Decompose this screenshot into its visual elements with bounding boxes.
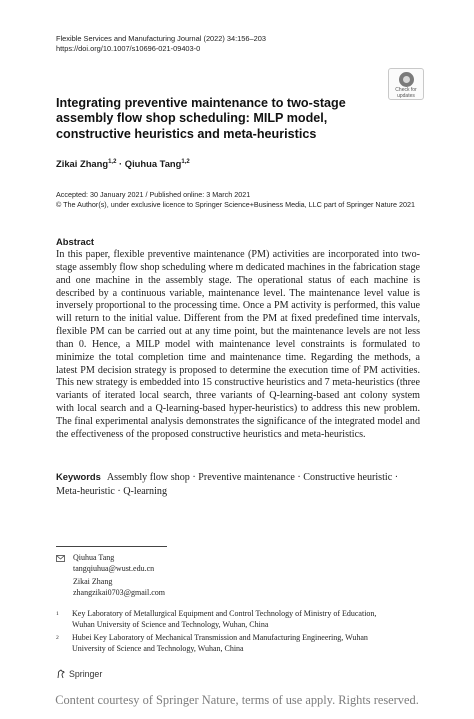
journal-reference <box>56 34 266 54</box>
affiliation-line: University of Science and Technology, Wuhan, China <box>72 643 244 653</box>
contact-email[interactable]: tangqiuhua@wust.edu.cn <box>73 563 155 573</box>
contact-entry <box>73 577 165 598</box>
affiliation-entry <box>56 609 420 630</box>
courtesy-notice: Content courtesy of Springer Nature, terms of use apply. Rights reserved. <box>55 693 419 707</box>
affiliation-number: 1 <box>56 611 59 617</box>
doi-link[interactable]: https://doi.org/10.1007/s10696-021-09403-0 <box>56 44 201 53</box>
springer-horse-icon <box>56 669 66 679</box>
author-name[interactable]: Qiuhua Tang <box>124 158 182 169</box>
author-affiliation-marker: 1,2 <box>181 158 190 165</box>
author-name[interactable]: Zikai Zhang <box>56 158 109 169</box>
publication-dates <box>56 190 415 210</box>
affiliation-number: 2 <box>56 635 59 641</box>
contact-email[interactable]: zhangzikai0703@gmail.com <box>73 587 166 597</box>
corresponding-author-marker <box>56 553 73 564</box>
author-list <box>56 158 190 169</box>
envelope-icon <box>56 555 65 562</box>
copyright-line: © The Author(s), under exclusive licence to Springer Science+Business Media, LLC part of Springer Nature 2021 <box>56 200 415 209</box>
keywords-list: Assembly flow shop · Preventive maintenance · Constructive heuristic · Meta-heuristic · Q-learning <box>56 472 399 497</box>
author-affiliation-marker: 1,2 <box>108 158 117 165</box>
affiliation-line: Key Laboratory of Metallurgical Equipment and Control Technology of Ministry of Education, <box>72 609 377 618</box>
publisher-logo <box>56 669 102 679</box>
contact-name: Zikai Zhang <box>73 577 113 586</box>
journal-citation: Flexible Services and Manufacturing Journal (2022) 34:156–203 <box>56 34 266 43</box>
publisher-name: Springer <box>69 669 103 679</box>
keywords-section <box>56 470 420 498</box>
keywords-label: Keywords <box>56 471 101 482</box>
abstract-text: In this paper, flexible preventive maintenance (PM) activities are incorporated into two-stage assembly flow shop scheduling where m dedicated machines in the fabrication stage and one machine in the assembly stage. The operational status of each machine is described by a continuous variable, maintenance level. The maintenance level value is inversely proportional to the processing time. Once a PM activity is performed, this value will return to the initial value. Different from the PM at fixed predefined time intervals, flexible PM can be carried out at any time point, but the maintenance levels are not less than 0. Hence, a MILP model with maintenance level constraints is formulated to minimize the total completion time and maintenance time. Regarding the methods, a latest PM decision strategy is proposed to determine the execution time of PM activities. This new strategy is embedded into 15 constructive heuristics and 7 meta-heuristics (three variants of iterated local search, three variants of Q-learning-based ant colony system with local search and a Q-learning-based hyper-heuristics) to address this new problem. The final experimental analysis demonstrates the significance of the integrated model and the effectiveness of the proposed constructive heuristics and meta-heuristics. <box>56 249 420 440</box>
crossmark-line1: Check for <box>395 87 417 93</box>
accepted-published-line: Accepted: 30 January 2021 / Published online: 3 March 2021 <box>56 190 251 199</box>
affiliation-entry <box>56 633 420 654</box>
crossmark-icon <box>399 72 414 87</box>
affiliation-line: Wuhan University of Science and Technology, Wuhan, China <box>72 619 269 629</box>
paper-title: Integrating preventive maintenance to two-stage assembly flow shop scheduling: MILP model, constructive heuristics and meta-heuristics <box>56 96 346 141</box>
crossmark-line2: updates <box>397 92 415 99</box>
contact-entry <box>73 553 154 574</box>
abstract-heading: Abstract <box>56 236 95 247</box>
contact-name: Qiuhua Tang <box>73 553 115 562</box>
affiliation-line: Hubei Key Laboratory of Mechanical Transmission and Manufacturing Engineering, Wuhan <box>72 633 368 642</box>
footnote-divider <box>56 546 167 547</box>
author-separator: · <box>116 158 125 169</box>
